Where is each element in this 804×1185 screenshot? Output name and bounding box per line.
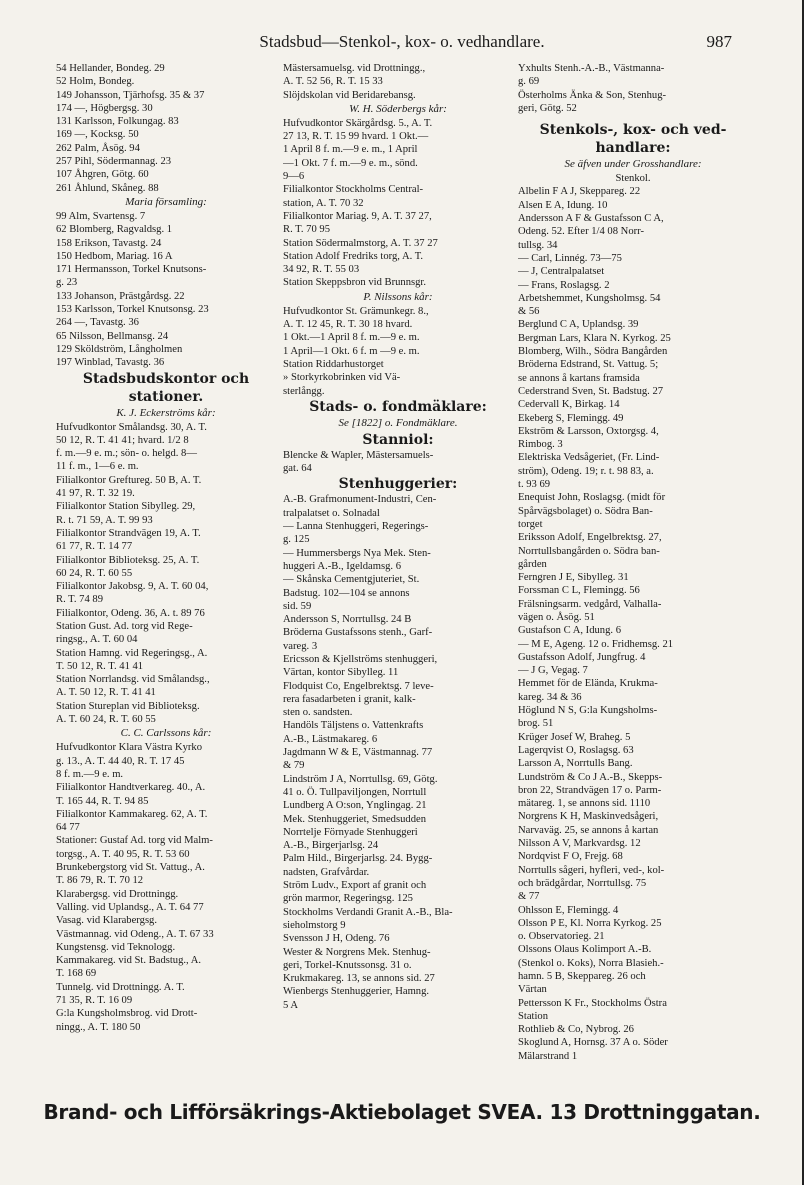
directory-entry: — Frans, Roslagsg. 2	[518, 279, 610, 291]
directory-entry: Brunkebergstorg vid St. Vattug., A.	[56, 862, 205, 874]
directory-entry: Värtan	[518, 984, 547, 996]
directory-entry: o. Observatorieg. 21	[518, 931, 605, 943]
column-left	[56, 62, 276, 1092]
directory-entry: sten o. sandsten.	[283, 707, 353, 719]
directory-entry: vareg. 3	[283, 640, 318, 652]
directory-entry: Bröderna Gustafssons stenh., Garf-	[283, 627, 433, 639]
directory-entry: Hufvudkontor St. Grämunkegr. 8.,	[283, 305, 429, 317]
directory-entry: tullsg. 34	[518, 239, 558, 251]
directory-entry: Värtan, kontor Sibylleg. 11	[283, 667, 399, 679]
section-subheading: K. J. Eckerströms kår:	[116, 406, 216, 419]
directory-entry: Station Gust. Ad. torg vid Rege-	[56, 620, 193, 632]
directory-entry: 264 —, Tavastg. 36	[56, 317, 139, 329]
directory-entry: Station Södermalmstorg, A. T. 37 27	[283, 237, 438, 249]
directory-entry: A. T. 50 12, R. T. 41 41	[56, 687, 156, 699]
directory-entry: 8 f. m.—9 e. m.	[56, 768, 124, 780]
directory-entry: Andersson S, Norrtullsg. 24 B	[283, 614, 412, 626]
directory-entry: g. 13., A. T. 44 40, R. T. 17 45	[56, 755, 185, 767]
directory-entry: Skoglund A, Hornsg. 37 A o. Söder	[518, 1037, 668, 1049]
column-right	[518, 62, 748, 1092]
directory-entry: 5 A	[283, 999, 299, 1011]
directory-entry: —1 Okt. 7 f. m.—9 e. m., sönd.	[283, 157, 418, 169]
directory-entry: Norrtulls sågeri, hyfleri, ved-, kol-	[518, 864, 665, 876]
directory-entry: gat. 64	[283, 463, 312, 475]
directory-entry: nadsten, Grafvårdar.	[283, 866, 370, 878]
directory-entry: Filialkontor Handtverkareg. 40., A.	[56, 782, 206, 794]
directory-entry: Andersson A F & Gustafsson C A,	[518, 213, 664, 225]
directory-entry: hamn. 5 B, Skeppareg. 26 och	[518, 971, 646, 982]
directory-entry: 71 35, R. T. 16 09	[56, 995, 133, 1006]
directory-entry: geri, Götg. 52	[518, 102, 577, 114]
directory-entry: Lundberg A O:son, Ynglingag. 21	[283, 800, 427, 812]
directory-entry: Mästersamuelsg. vid Drottningg.,	[283, 63, 426, 74]
directory-entry: 11 f. m., 1—6 e. m.	[56, 461, 139, 473]
directory-entry: 1 April—1 Okt. 6 f. m —9 e. m.	[283, 345, 420, 357]
directory-entry: 149 Johansson, Tjärhofsg. 35 & 37	[56, 89, 205, 101]
directory-entry: & 56	[518, 306, 540, 318]
directory-entry: Hemmet för de Elända, Krukma-	[518, 678, 658, 690]
directory-entry: Yxhults Stenh.-A.-B., Västmanna-	[518, 63, 665, 74]
section-subheading: Se [1822] o. Fondmäklare.	[338, 416, 458, 429]
directory-entry: T. 50 12, R. T. 41 41	[56, 660, 144, 672]
directory-entry: rera fasadarbeten i granit, kalk-	[283, 693, 416, 705]
directory-entry: geri, Torkel-Knutssonsg. 31 o.	[283, 959, 412, 971]
directory-entry: 54 Hellander, Bondeg. 29	[56, 63, 165, 74]
directory-entry: Berglund C A, Uplandsg. 39	[518, 319, 639, 331]
directory-entry: Pettersson K Fr., Stockholms Östra	[518, 997, 667, 1009]
directory-entry: ringsg., A. T. 60 04	[56, 634, 138, 646]
directory-entry: gården	[518, 558, 547, 570]
directory-entry: A.-B. Grafmonument-Industri, Cen-	[283, 494, 437, 506]
directory-entry: Blomberg, Wilh., Södra Bangården	[518, 346, 668, 358]
directory-entry: Hufvudkontor Klara Västra Kyrko	[56, 742, 203, 754]
directory-entry: Ericsson & Kjellströms stenhuggeri,	[283, 653, 438, 665]
directory-entry: Station Norrlandsg. vid Smålandsg.,	[56, 674, 210, 686]
directory-entry: Ström Ludv., Export af granit och	[283, 880, 427, 892]
directory-entry: — Skånska Cementgjuteriet, St.	[283, 574, 420, 586]
directory-entry: Ohlsson E, Flemingg. 4	[518, 904, 619, 916]
directory-entry: Olssons Olaus Kolimport A.-B.	[518, 944, 652, 956]
directory-entry: A.-B., Birgerjarlsg. 24	[283, 840, 379, 852]
directory-entry: Filialkontor, Odeng. 36, A. t. 89 76	[56, 607, 205, 619]
directory-entry: Station Riddarhustorget	[283, 358, 384, 370]
directory-entry: & 77	[518, 891, 540, 903]
section-subheading: C. C. Carlssons kår:	[120, 727, 212, 740]
directory-entry: Slöjdskolan vid Beridarebansg.	[283, 89, 416, 101]
page-header	[0, 32, 804, 54]
section-heading: Stads- o. fondmäklare:	[309, 398, 487, 415]
directory-entry: 9—6	[283, 171, 305, 183]
directory-entry: 158 Erikson, Tavastg. 24	[56, 237, 162, 249]
directory-entry: Norrtelje Förnyade Stenhuggeri	[283, 826, 418, 838]
directory-entry: grön marmor, Regeringsg. 125	[283, 893, 413, 905]
directory-entry: Svensson J H, Odeng. 76	[283, 933, 390, 945]
directory-entry: Handöls Täljstens o. Vattenkrafts	[283, 720, 424, 732]
directory-entry: Station Stureplan vid Biblioteksg.	[56, 700, 200, 712]
directory-entry: Larsson A, Norrtulls Bang.	[518, 758, 633, 770]
directory-entry: Olsson P E, Kl. Norra Kyrkog. 25	[518, 917, 662, 929]
directory-entry: Rimbog. 3	[518, 439, 563, 451]
directory-entry: g. 23	[56, 277, 78, 289]
directory-entry: 150 Hedbom, Mariag. 16 A	[56, 250, 173, 262]
directory-entry: Kammakareg. vid St. Badstug., A.	[56, 955, 202, 967]
directory-entry: Narvaväg. 25, se annons å kartan	[518, 824, 659, 836]
directory-entry: t. 93 69	[518, 479, 551, 491]
directory-entry: T. 86 79, R. T. 70 12	[56, 875, 144, 887]
directory-entry: 34 92, R. T. 55 03	[283, 264, 360, 276]
directory-entry: 169 —, Kocksg. 50	[56, 129, 139, 141]
directory-entry: Kungstensg. vid Teknologg.	[56, 941, 176, 953]
directory-entry: Rothlieb & Co, Nybrog. 26	[518, 1024, 634, 1036]
directory-entry: 41 97, R. T. 32 19.	[56, 488, 135, 500]
directory-entry: Stenkol.	[615, 173, 651, 185]
directory-entry: Station	[518, 1010, 549, 1022]
directory-entry: Filialkontor Stockholms Central-	[283, 184, 424, 196]
directory-entry: Cederstrand Sven, St. Badstug. 27	[518, 385, 664, 397]
directory-entry: 107 Åhgren, Götg. 60	[56, 169, 149, 181]
directory-entry: Eriksson Adolf, Engelbrektsg. 27,	[518, 532, 662, 544]
directory-entry: 1 Okt.—1 April 8 f. m.—9 e. m.	[283, 332, 420, 344]
directory-entry: Bergman Lars, Klara N. Kyrkog. 25	[518, 332, 671, 344]
directory-entry: 52 Holm, Bondeg.	[56, 76, 135, 88]
page-title: Stadsbud—Stenkol-, kox- o. vedhandlare.	[259, 32, 545, 51]
directory-entry: Österholms Änka & Son, Stenhug-	[518, 89, 667, 101]
directory-entry: Nordqvist F O, Frejg. 68	[518, 851, 623, 863]
directory-entry: huggeri A.-B., Igeldamsg. 6	[283, 560, 401, 572]
directory-entry: R. T. 70 95	[283, 224, 330, 236]
directory-entry: & 79	[283, 760, 305, 772]
directory-entry: sterlångg.	[283, 385, 325, 397]
column-middle	[283, 62, 513, 1092]
directory-entry: 50 12, R. T. 41 41; hvard. 1/2 8	[56, 434, 189, 446]
directory-entry: Hufvudkontor Smålandsg. 30, A. T.	[56, 421, 207, 433]
directory-entry: Tunnelg. vid Drottningg. A. T.	[56, 981, 185, 993]
directory-entry: Albelin F A J, Skeppareg. 22	[518, 186, 641, 198]
directory-entry: Filialkontor Strandvägen 19, A. T.	[56, 527, 201, 539]
directory-entry: Norrtullsbangården o. Södra ban-	[518, 545, 660, 557]
directory-entry: 65 Nilsson, Bellmansg. 24	[56, 330, 169, 342]
directory-entry: Gustafsson Adolf, Jungfrug. 4	[518, 651, 646, 663]
directory-entry: R. t. 71 59, A. T. 99 93	[56, 514, 153, 526]
directory-entry: Cedervall K, Birkag. 14	[518, 399, 620, 411]
directory-entry: Lundström & Co J A.-B., Skepps-	[518, 771, 663, 783]
directory-entry: — J, Centralpalatset	[518, 266, 605, 278]
directory-entry: ström), Odeng. 19; r. t. 98 83, a.	[518, 465, 654, 477]
directory-entry: 153 Karlsson, Torkel Knutsonsg. 23	[56, 304, 209, 316]
directory-entry: 131 Karlsson, Folkungag. 83	[56, 116, 179, 128]
directory-entry: Filialkontor Greftureg. 50 B, A. T.	[56, 474, 202, 486]
directory-entry: g. 69	[518, 76, 540, 88]
directory-entry: Spårvägsbolaget) o. Södra Ban-	[518, 505, 653, 517]
directory-entry: A. T. 52 56, R. T. 15 33	[283, 76, 383, 88]
directory-entry: vägen o. Åsög. 51	[518, 611, 595, 623]
directory-entry: sid. 59	[283, 600, 312, 612]
directory-entry: Forssman C L, Flemingg. 56	[518, 585, 640, 597]
section-heading: Stanniol:	[362, 431, 434, 448]
directory-entry: Stationer: Gustaf Ad. torg vid Malm-	[56, 835, 213, 847]
directory-entry: Station Skeppsbron vid Brunnsgr.	[283, 277, 427, 289]
directory-entry: Mälarstrand 1	[518, 1050, 578, 1062]
directory-entry: sieholmstorg 9	[283, 919, 346, 931]
directory-entry: Station Adolf Fredriks torg, A. T.	[283, 250, 424, 262]
directory-entry: Flodquist Co, Engelbrektsg. 7 leve-	[283, 680, 434, 692]
directory-entry: 197 Winblad, Tavastg. 36	[56, 357, 165, 369]
directory-entry: Krukmakareg. 13, se annons sid. 27	[283, 973, 435, 985]
directory-entry: Krüger Josef W, Braheg. 5	[518, 731, 631, 743]
directory-entry: g. 125	[283, 534, 310, 546]
directory-entry: 41 o. Ö. Tullpaviljongen, Norrtull	[283, 786, 427, 798]
directory-entry: Klarabergsg. vid Drottningg.	[56, 888, 179, 900]
section-heading: Stadsbudskontor och	[82, 370, 250, 387]
directory-entry: Norgrens K H, Maskinvedsågeri,	[518, 811, 659, 823]
directory-entry: mätareg. 1, se annons sid. 1110	[518, 798, 651, 810]
directory-entry: Lagerqvist O, Roslagsg. 63	[518, 744, 634, 756]
directory-entry: Wester & Norgrens Mek. Stenhug-	[283, 946, 431, 958]
directory-entry: — J G, Vegag. 7	[518, 665, 588, 677]
directory-entry: T. 168 69	[56, 968, 97, 980]
directory-entry: 171 Hermansson, Torkel Knutsons-	[56, 264, 207, 276]
directory-entry: Gustafson C A, Idung. 6	[518, 625, 621, 637]
directory-entry: Filialkontor Kammakareg. 62, A. T.	[56, 808, 208, 820]
directory-entry: Ekström & Larsson, Oxtorgsg. 4,	[518, 425, 659, 437]
directory-entry: Filialkontor Mariag. 9, A. T. 37 27,	[283, 210, 432, 222]
directory-entry: 129 Sköldström, Långholmen	[56, 343, 183, 355]
section-subheading: P. Nilssons kår:	[363, 290, 433, 303]
directory-entry: 60 24, R. T. 60 55	[56, 567, 133, 579]
section-heading: handlare:	[595, 140, 671, 157]
directory-entry: A. T. 12 45, R. T. 30 18 hvard.	[283, 319, 413, 331]
directory-entry: Badstug. 102—104 se annons	[283, 587, 410, 599]
directory-entry: » Storkyrkobrinken vid Vä-	[283, 372, 401, 384]
directory-entry: — M E, Ageng. 12 o. Fridhemsg. 21	[518, 638, 674, 650]
directory-entry: Stockholms Verdandi Granit A.-B., Bla-	[283, 906, 453, 918]
directory-entry: Frälsningsarm. vedgård, Valhalla-	[518, 598, 662, 610]
directory-entry: ningg., A. T. 180 50	[56, 1021, 141, 1033]
directory-entry: tralpalatset o. Solnadal	[283, 507, 380, 519]
section-heading: stationer.	[128, 388, 204, 405]
section-subheading: Se äfven under Grosshandlare:	[564, 158, 702, 171]
directory-entry: se annons å kartans framsida	[518, 372, 640, 384]
directory-entry: Jagdmann W & E, Västmannag. 77	[283, 747, 433, 759]
directory-entry: station, A. T. 70 32	[283, 197, 364, 209]
directory-entry: 27 13, R. T. 15 99 hvard. 1 Okt.—	[283, 131, 429, 143]
directory-entry: och brädgårdar, Norrtullsg. 75	[518, 877, 647, 889]
footer-advertisement: Brand- och Lifförsäkrings-Aktiebolaget SVEA. 13 Drottninggatan.	[43, 1100, 761, 1124]
directory-entry: Västmannag. vid Odeng., A. T. 67 33	[56, 928, 214, 940]
directory-entry: Palm Hild., Birgerjarlsg. 24. Bygg-	[283, 853, 433, 865]
directory-entry: Enequist John, Roslagsg. (midt för	[518, 492, 666, 504]
directory-entry: f. m.—9 e. m.; sön- o. helgd. 8—	[56, 448, 197, 460]
directory-entry: Wienbergs Stenhuggerier, Hamng.	[283, 986, 430, 998]
directory-entry: 174 —, Högbergsg. 30	[56, 102, 153, 114]
directory-entry: Höglund N S, G:la Kungsholms-	[518, 705, 658, 717]
directory-entry: Nilsson A V, Markvardsg. 12	[518, 838, 641, 850]
directory-entry: Blencke & Wapler, Mästersamuels-	[283, 449, 434, 461]
directory-entry: G:la Kungsholmsbrog. vid Drott-	[56, 1008, 198, 1020]
directory-entry: 1 April 8 f. m.—9 e. m., 1 April	[283, 144, 418, 156]
directory-entry: kareg. 34 & 36	[518, 691, 582, 703]
directory-entry: bron 22, Strandvägen 17 o. Parm-	[518, 784, 662, 796]
directory-entry: Filialkontor Station Sibylleg. 29,	[56, 501, 196, 513]
section-heading: Stenhuggerier:	[338, 476, 458, 493]
columns	[56, 62, 746, 1092]
directory-entry: brog. 51	[518, 718, 554, 730]
directory-entry: T. 165 44, R. T. 94 85	[56, 795, 149, 807]
directory-entry: torgsg., A. T. 40 95, R. T. 53 60	[56, 848, 190, 860]
directory-entry: R. T. 74 89	[56, 594, 103, 606]
directory-entry: Mek. Stenhuggeriet, Smedsudden	[283, 813, 426, 825]
directory-entry: Filialkontor Jakobsg. 9, A. T. 60 04,	[56, 581, 209, 593]
section-subheading: W. H. Söderbergs kår:	[349, 102, 447, 115]
section-subheading: Maria församling:	[125, 195, 207, 208]
directory-entry: Elektriska Vedsågeriet, (Fr. Lind-	[518, 452, 660, 464]
directory-entry: Hufvudkontor Skärgårdsg. 5., A. T.	[283, 117, 433, 129]
directory-entry: 257 Pihl, Södermannag. 23	[56, 156, 172, 168]
directory-entry: Arbetshemmet, Kungsholmsg. 54	[518, 292, 661, 304]
page-number: 987	[706, 32, 732, 51]
directory-entry: Vasag. vid Klarabergsg.	[56, 915, 158, 927]
directory-entry: (Stenkol o. Koks), Norra Blasieh.-	[518, 957, 664, 969]
directory-entry: Bröderna Edstrand, St. Vattug. 5;	[518, 359, 659, 371]
directory-entry: 99 Alm, Svartensg. 7	[56, 210, 146, 222]
section-heading: Stenkols-, kox- och ved-	[539, 122, 727, 139]
directory-entry: A. T. 60 24, R. T. 60 55	[56, 714, 156, 726]
directory-entry: 262 Palm, Åsög. 94	[56, 142, 140, 154]
directory-entry: Ferngren J E, Sibylleg. 31	[518, 572, 629, 584]
directory-entry: 64 77	[56, 822, 80, 834]
directory-entry: Filialkontor Biblioteksg. 25, A. T.	[56, 554, 200, 566]
directory-entry: torget	[518, 518, 543, 530]
directory-entry: Alsen E A, Idung. 10	[518, 199, 608, 211]
directory-entry: Valling. vid Uplandsg., A. T. 64 77	[56, 901, 204, 913]
directory-entry: 61 77, R. T. 14 77	[56, 541, 133, 553]
directory-entry: Lindström J A, Norrtullsg. 69, Götg.	[283, 773, 438, 785]
directory-entry: Station Hamng. vid Regeringsg., A.	[56, 647, 208, 659]
directory-entry: 62 Blomberg, Ragvaldsg. 1	[56, 224, 173, 236]
directory-entry: — Carl, Linnég. 73—75	[518, 252, 622, 264]
directory-entry: 133 Johanson, Prästgårdsg. 22	[56, 290, 185, 302]
directory-entry: Ekeberg S, Flemingg. 49	[518, 412, 624, 424]
directory-entry: — Hummersbergs Nya Mek. Sten-	[283, 547, 431, 559]
directory-entry: Odeng. 52. Efter 1/4 08 Norr-	[518, 226, 644, 238]
directory-entry: 261 Åhlund, Skåneg. 88	[56, 182, 159, 194]
directory-entry: A.-B., Lästmakareg. 6	[283, 733, 378, 745]
directory-entry: — Lanna Stenhuggeri, Regerings-	[283, 521, 429, 533]
